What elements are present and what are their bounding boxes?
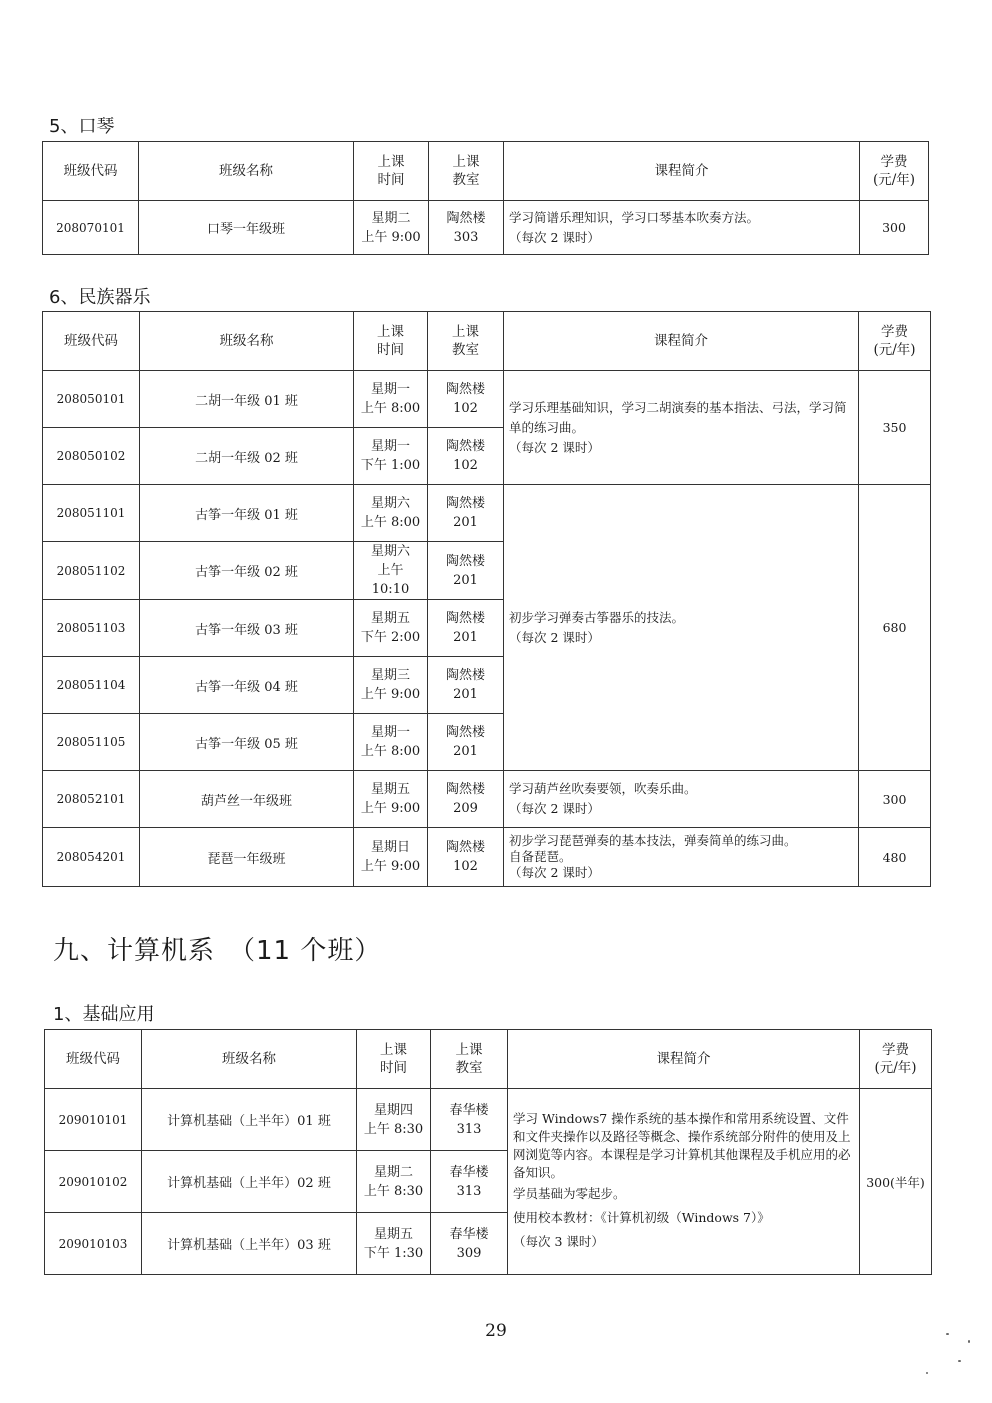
class-code: 208070101 [43,201,139,255]
header-time: 上课 时间 [354,312,428,371]
header-name: 班级名称 [139,142,354,201]
table-row [45,1089,932,1151]
header-room: 上课 教室 [428,312,504,371]
class-room: 陶然楼 303 [429,201,504,255]
class-name: 古筝一年级 05 班 [140,714,354,771]
department-title-computer: 九、计算机系 （11 个班） [53,936,382,966]
class-code: 209010101 [45,1089,142,1151]
table-row [43,371,931,428]
class-code: 208051104 [43,657,140,714]
class-time: 星期五 下午 1:30 [357,1213,431,1275]
scan-speck [968,1340,970,1343]
section-title-folk-instruments: 6、民族器乐 [49,287,151,308]
section-title-basic-application: 1、基础应用 [53,1004,155,1025]
course-intro: 学习葫芦丝吹奏要领，吹奏乐曲。 （每次 2 课时） [504,771,859,828]
class-code: 209010103 [45,1213,142,1275]
class-code: 208051101 [43,485,140,542]
class-time: 星期日 上午 9:00 [354,828,428,887]
course-fee: 680 [859,485,931,771]
class-code: 208051102 [43,542,140,600]
class-code: 208051103 [43,600,140,657]
class-time: 星期二 上午 9:00 [354,201,429,255]
class-time: 星期一 上午 8:00 [354,371,428,428]
folk-instruments-table [42,311,931,887]
course-intro: 学习乐理基础知识，学习二胡演奏的基本指法、弓法，学习简单的练习曲。 （每次 2 课时） [504,371,859,485]
class-time: 星期四 上午 8:30 [357,1089,431,1151]
header-room: 上课 教室 [431,1030,508,1089]
class-name: 二胡一年级 02 班 [140,428,354,485]
header-fee: 学费 (元/年) [860,1030,932,1089]
course-fee: 350 [859,371,931,485]
class-name: 计算机基础（上半年）01 班 [142,1089,357,1151]
class-room: 陶然楼 201 [428,657,504,714]
class-room: 陶然楼 102 [428,428,504,485]
class-room: 陶然楼 102 [428,371,504,428]
class-code: 208050102 [43,428,140,485]
class-name: 古筝一年级 03 班 [140,600,354,657]
class-code: 208052101 [43,771,140,828]
course-fee: 300 [859,771,931,828]
course-intro: 初步学习琵琶弹奏的基本技法，弹奏简单的练习曲。 自备琵琶。 （每次 2 课时） [504,828,859,887]
class-name: 古筝一年级 02 班 [140,542,354,600]
class-time: 星期六 上午 8:00 [354,485,428,542]
class-room: 陶然楼 209 [428,771,504,828]
header-time: 上课 时间 [354,142,429,201]
class-room: 陶然楼 102 [428,828,504,887]
header-intro: 课程简介 [504,312,859,371]
class-code: 208050101 [43,371,140,428]
class-code: 208051105 [43,714,140,771]
class-room: 陶然楼 201 [428,600,504,657]
class-room: 陶然楼 201 [428,485,504,542]
class-name: 古筝一年级 04 班 [140,657,354,714]
header-code: 班级代码 [45,1030,142,1089]
class-name: 口琴一年级班 [139,201,354,255]
header-intro: 课程简介 [504,142,860,201]
section-title-harmonica: 5、口琴 [49,116,115,137]
table-row [43,485,931,542]
class-name: 二胡一年级 01 班 [140,371,354,428]
class-name: 计算机基础（上半年）03 班 [142,1213,357,1275]
course-intro: 学习 Windows7 操作系统的基本操作和常用系统设置、文件和文件夹操作以及路径等概念、操作系统部分附件的使用及上网浏览等内容。本课程是学习计算机其他课程及手机应用的必备知识。 学员基础为零起步。 使用校本教材：《计算机初级（Windows 7）》 （每次 3 课时） [508,1089,860,1275]
scan-speck [958,1360,961,1362]
class-room: 春华楼 313 [431,1089,508,1151]
class-code: 208054201 [43,828,140,887]
class-name: 古筝一年级 01 班 [140,485,354,542]
header-intro: 课程简介 [508,1030,860,1089]
harmonica-table [42,141,929,255]
course-fee: 300 [860,201,929,255]
course-intro: 学习简谱乐理知识，学习口琴基本吹奏方法。 （每次 2 课时） [504,201,860,255]
header-room: 上课 教室 [429,142,504,201]
course-fee: 480 [859,828,931,887]
basic-application-table [44,1029,932,1275]
header-name: 班级名称 [140,312,354,371]
class-time: 星期六 上午 10:10 [354,542,428,600]
class-time: 星期二 上午 8:30 [357,1151,431,1213]
class-name: 计算机基础（上半年）02 班 [142,1151,357,1213]
class-time: 星期五 下午 2:00 [354,600,428,657]
class-room: 陶然楼 201 [428,714,504,771]
class-time: 星期一 下午 1:00 [354,428,428,485]
header-code: 班级代码 [43,312,140,371]
page-number: 29 [485,1321,507,1341]
class-time: 星期一 上午 8:00 [354,714,428,771]
class-code: 209010102 [45,1151,142,1213]
header-fee: 学费 (元/年) [859,312,931,371]
class-room: 陶然楼 201 [428,542,504,600]
class-room: 春华楼 313 [431,1151,508,1213]
scan-speck [946,1333,949,1335]
course-intro: 初步学习弹奏古筝器乐的技法。 （每次 2 课时） [504,485,859,771]
class-time: 星期五 上午 9:00 [354,771,428,828]
class-name: 葫芦丝一年级班 [140,771,354,828]
header-name: 班级名称 [142,1030,357,1089]
table-row [43,771,931,828]
header-code: 班级代码 [43,142,139,201]
table-row [43,828,931,887]
class-name: 琵琶一年级班 [140,828,354,887]
header-time: 上课 时间 [357,1030,431,1089]
scan-speck [926,1372,928,1374]
class-time: 星期三 上午 9:00 [354,657,428,714]
course-fee: 300(半年) [860,1089,932,1275]
table-row [43,201,929,255]
class-room: 春华楼 309 [431,1213,508,1275]
header-fee: 学费 (元/年) [860,142,929,201]
